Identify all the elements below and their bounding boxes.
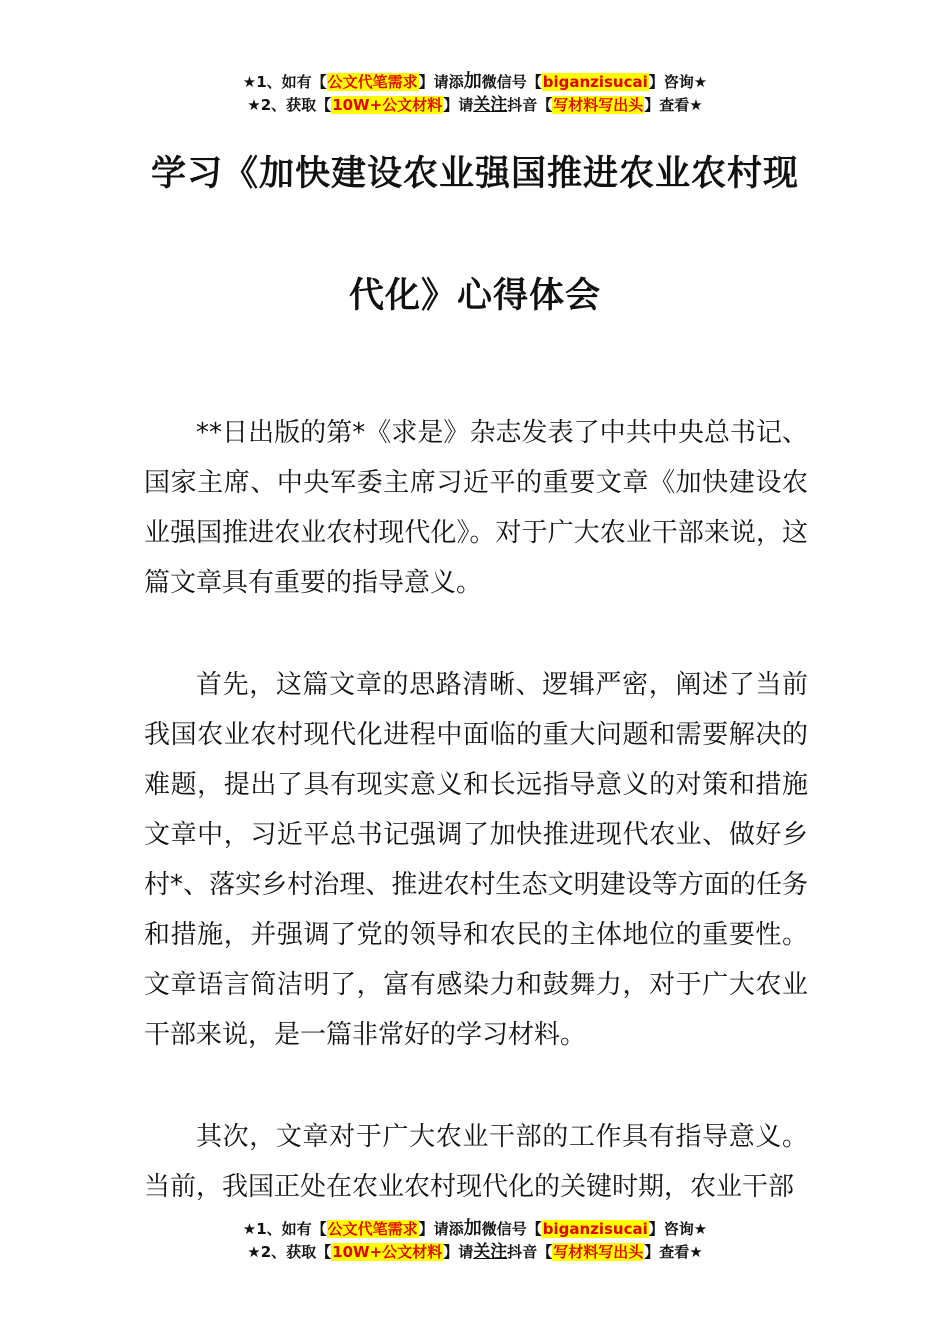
- ad-text: 关注: [473, 1242, 508, 1262]
- ad-text: 微信号【: [481, 73, 542, 91]
- ad-douyin-id: 写材料写出头: [553, 96, 644, 114]
- footer-ad: [0, 1217, 950, 1264]
- page-title-line-2: 代化》心得体会: [348, 276, 601, 316]
- ad-wechat-id: biganzisucai: [542, 73, 648, 91]
- ad-text: 】查看★: [644, 96, 703, 114]
- ad-text: 】请添: [418, 1220, 464, 1238]
- ad-text: 关注: [473, 95, 508, 115]
- ad-highlight: 公文代笔需求: [327, 73, 418, 91]
- ad-text: 】查看★: [644, 1243, 703, 1261]
- ad-douyin-id: 写材料写出头: [553, 1243, 644, 1261]
- ad-line-1: [0, 70, 950, 94]
- ad-highlight: 10W+公文材料: [332, 96, 443, 114]
- ad-text: ★2、获取【: [247, 1243, 332, 1261]
- ad-text: 抖音【: [507, 96, 553, 114]
- ad-highlight: 公文代笔需求: [327, 1220, 418, 1238]
- ad-text: 】咨询★: [648, 1220, 708, 1238]
- ad-text: 微信号【: [481, 1220, 542, 1238]
- ad-wechat-id: biganzisucai: [542, 1220, 648, 1238]
- ad-highlight: 10W+公文材料: [332, 1243, 443, 1261]
- ad-text: ★2、获取【: [247, 96, 332, 114]
- document-body: [144, 408, 808, 1212]
- ad-text: 】请: [443, 1243, 474, 1261]
- paragraph-2: 首先，这篇文章的思路清晰、逻辑严密，阐述了当前我国农业农村现代化进程中面临的重大问题和需要解决的难题，提出了具有现实意义和长远指导意义的对策和措施文章中，习近平总书记强调了加快推进现代农业、做好乡村*、落实乡村治理、推进农村生态文明建设等方面的任务和措施，并强调了党的领导和农民的主体地位的重要性。文章语言简洁明了，富有感染力和鼓舞力，对于广大农业干部来说，是一篇非常好的学习材料。: [144, 670, 808, 1050]
- ad-text: 】请添: [418, 73, 464, 91]
- header-ad: [0, 70, 950, 117]
- ad-text: ★1、如有【: [242, 1220, 327, 1238]
- ad-line-2: [0, 1241, 950, 1264]
- ad-text: 】请: [443, 96, 474, 114]
- ad-text: 加: [463, 1218, 482, 1239]
- page-title-line-1: 学习《加快建设农业强国推进农业农村现: [150, 154, 799, 194]
- paragraph-1: **日出版的第*《求是》杂志发表了中共中央总书记、国家主席、中央军委主席习近平的重要文章《加快建设农业强国推进农业农村现代化》。对于广大农业干部来说，这篇文章具有重要的指导意义。: [144, 418, 808, 598]
- ad-text: 】咨询★: [648, 73, 708, 91]
- paragraph-3: 其次，文章对于广大农业干部的工作具有指导意义。当前，我国正处在农业农村现代化的关键时期，农业干部: [144, 1122, 808, 1202]
- ad-text: 抖音【: [507, 1243, 553, 1261]
- ad-text: ★1、如有【: [242, 73, 327, 91]
- ad-text: 加: [463, 71, 482, 92]
- ad-line-1: [0, 1217, 950, 1241]
- ad-line-2: [0, 94, 950, 117]
